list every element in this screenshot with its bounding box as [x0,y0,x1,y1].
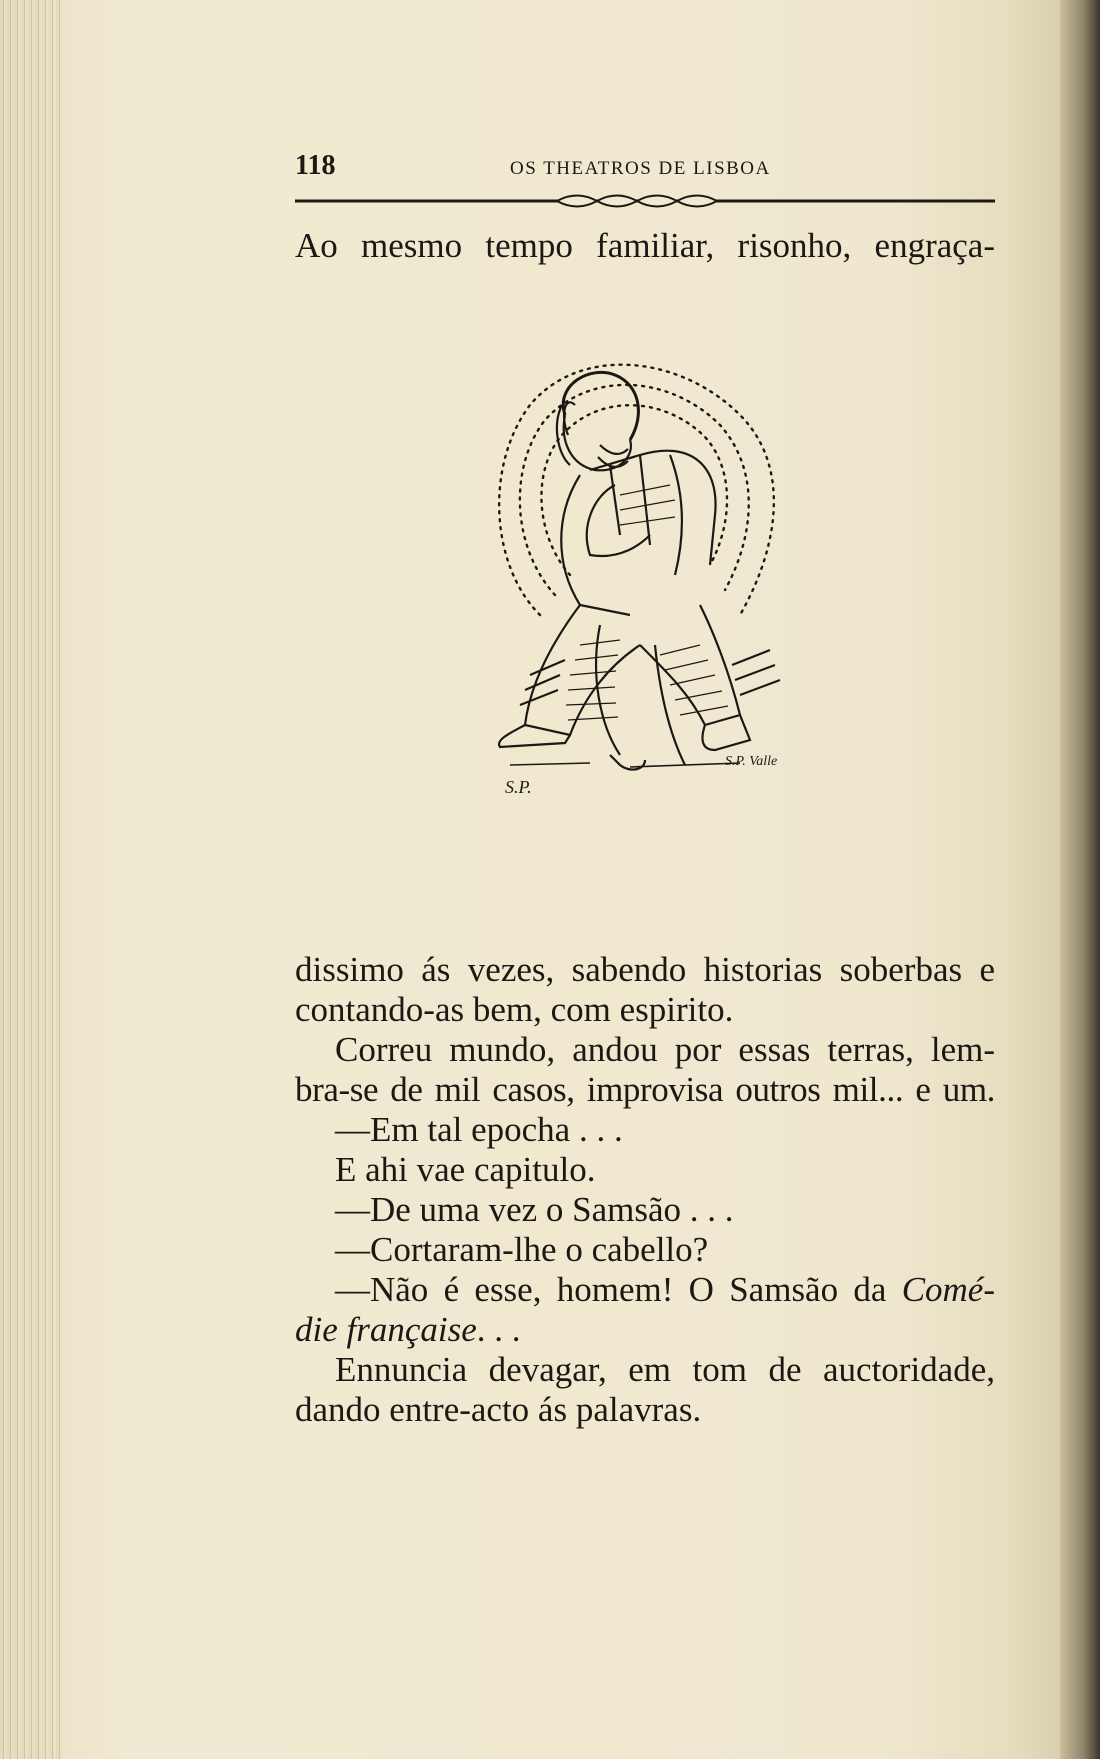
text-line-4: Correu mundo, andou por essas terras, lem- [335,1030,995,1069]
running-head [295,150,995,182]
text-line-12: Ennuncia devagar, em tom de auctoridade, [335,1350,995,1389]
book-spine [1060,0,1100,1759]
text-line-7: E ahi vae capitulo. [335,1150,596,1189]
text-line-10 [295,1270,995,1310]
svg-text:S.P. Valle: S.P. Valle [725,754,778,769]
page-number: 118 [295,150,336,181]
text-line-6: —Em tal epocha . . . [335,1110,623,1149]
artist-signatures [505,754,777,797]
page-edges [0,0,62,1759]
text-line-9: —Cortaram-lhe o cabello? [335,1230,709,1269]
engraved-illustration [470,345,850,865]
text-line-3: contando-as bem, com espirito. [295,990,734,1029]
text-line-1: Ao mesmo tempo familiar, risonho, engraça- [295,226,995,265]
svg-text:S.P.: S.P. [505,777,532,797]
running-title: OS THEATROS DE LISBOA [510,158,771,179]
text-line-8: —De uma vez o Samsão . . . [335,1190,734,1229]
text-line-5: bra-se de mil casos, improvisa outros mil... e um. [295,1070,995,1109]
text-line-10-roman: —Não é esse, homem! O Samsão da [335,1270,902,1309]
text-line-11 [295,1310,995,1350]
text-line-10-italic: Comé- [901,1270,995,1309]
seated-figure [499,372,780,769]
text-line-13: dando entre-acto ás palavras. [295,1390,702,1429]
text-line-11-italic: die française [295,1310,477,1349]
text-line-11-roman: . . . [476,1310,521,1349]
header-rule-ornament [295,190,995,212]
text-line-2: dissimo ás vezes, sabendo historias soberbas e [295,950,995,989]
